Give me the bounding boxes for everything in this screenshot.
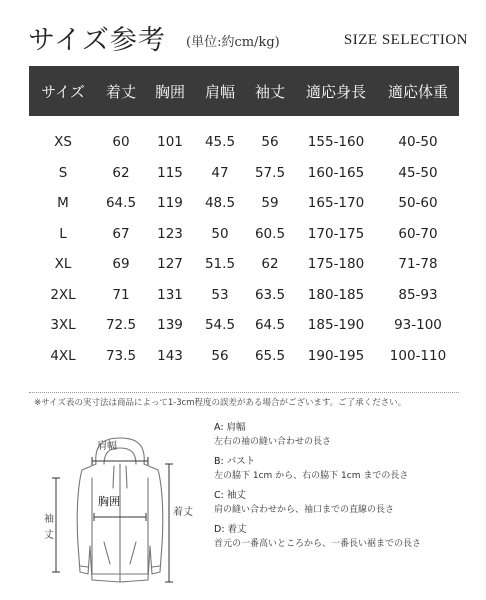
cell-weight: 100-110 [389,347,447,364]
hoodie-diagram [34,424,204,594]
cell-sleeve: 65.5 [254,347,286,364]
diagram-label-sleeve: 袖丈 [44,514,54,541]
cell-size: S [58,164,68,181]
definition-desc-c: 肩の縫い合わせから、袖口までの直線の長さ [214,505,395,515]
cell-shoulder: 45.5 [204,134,236,151]
cell-height: 160-165 [307,164,365,181]
cell-shoulder: 56 [211,347,229,364]
cell-length: 71 [112,286,130,303]
cell-weight: 60-70 [398,225,438,242]
definition-desc-b: 左の脇下 1cm から、右の脇下 1cm までの長さ [214,471,409,481]
cell-shoulder: 53 [211,286,229,303]
cell-length: 73.5 [105,347,137,364]
cell-sleeve: 60.5 [254,225,286,242]
size-selection-label: SIZE SELECTION [343,32,468,48]
cell-weight: 50-60 [398,195,438,212]
cell-size: 3XL [50,317,76,334]
cell-sleeve: 64.5 [254,317,286,334]
unit-label: (単位:約cm/kg) [186,35,280,50]
cell-chest: 139 [157,317,183,334]
cell-chest: 131 [157,286,183,303]
cell-chest: 119 [157,195,183,212]
measurement-definitions [214,420,476,556]
definition-desc-d: 首元の一番高いところから、一番長い裾までの長さ [214,539,422,549]
cell-chest: 115 [157,164,183,181]
definition-term-a: A: 肩幅 [214,422,246,433]
definition-term-c: C: 袖丈 [214,490,246,501]
definition-desc-a: 左右の袖の縫い合わせの長さ [214,437,332,447]
diagram-label-shoulder: 肩幅 [97,441,117,452]
cell-size: XS [54,134,72,151]
divider [29,392,459,393]
size-note: ※サイズ表の実寸法は商品によって1-3cm程度の誤差がある場合がございます。ご了承ください。 [34,398,407,408]
cell-sleeve: 57.5 [254,164,286,181]
cell-size: XL [54,256,72,273]
table-row [29,219,459,250]
cell-chest: 127 [157,256,183,273]
column-header-chest: 胸囲 [154,82,185,101]
column-header-sleeve: 袖丈 [254,82,285,101]
cell-height: 170-175 [307,225,365,242]
table-row [29,127,459,158]
cell-length: 67 [112,225,130,242]
cell-sleeve: 56 [261,134,279,151]
column-header-size: サイズ [41,82,85,101]
page-title: サイズ参考 [28,25,166,56]
column-header-shoulder: 肩幅 [204,82,235,101]
cell-size: 4XL [50,347,76,364]
diagram-label-length: 着丈 [173,507,193,518]
cell-size: L [59,225,67,242]
column-header-weight: 適応体重 [387,82,448,101]
cell-size: 2XL [50,286,76,303]
column-header-height: 適応身長 [305,82,366,101]
cell-height: 180-185 [307,286,365,303]
cell-chest: 143 [157,347,183,364]
cell-shoulder: 51.5 [204,256,236,273]
cell-weight: 40-50 [398,134,438,151]
cell-height: 165-170 [307,195,365,212]
size-table-body [29,127,459,371]
table-row [29,188,459,219]
cell-height: 155-160 [307,134,365,151]
column-header-length: 着丈 [105,82,136,101]
definition-term-d: D: 着丈 [214,524,247,535]
cell-height: 185-190 [307,317,365,334]
cell-sleeve: 62 [261,256,279,273]
cell-length: 64.5 [105,195,137,212]
definition-term-b: B: バスト [214,456,256,467]
table-row [29,249,459,280]
cell-length: 60 [112,134,130,151]
cell-shoulder: 47 [211,164,229,181]
cell-length: 72.5 [105,317,137,334]
cell-shoulder: 48.5 [204,195,236,212]
cell-shoulder: 54.5 [204,317,236,334]
cell-weight: 45-50 [398,164,438,181]
cell-chest: 123 [157,225,183,242]
cell-length: 62 [112,164,130,181]
cell-sleeve: 63.5 [254,286,286,303]
diagram-label-chest: 胸囲 [98,495,120,508]
size-table-header [29,66,459,116]
cell-shoulder: 50 [211,225,229,242]
cell-height: 190-195 [307,347,365,364]
cell-size: M [57,195,69,212]
table-row [29,310,459,341]
header [28,18,468,58]
table-row [29,341,459,372]
cell-weight: 71-78 [398,256,438,273]
table-row [29,158,459,189]
cell-chest: 101 [157,134,183,151]
cell-length: 69 [112,256,130,273]
cell-height: 175-180 [307,256,365,273]
cell-weight: 85-93 [398,286,438,303]
cell-sleeve: 59 [261,195,279,212]
cell-weight: 93-100 [394,317,442,334]
table-row [29,280,459,311]
